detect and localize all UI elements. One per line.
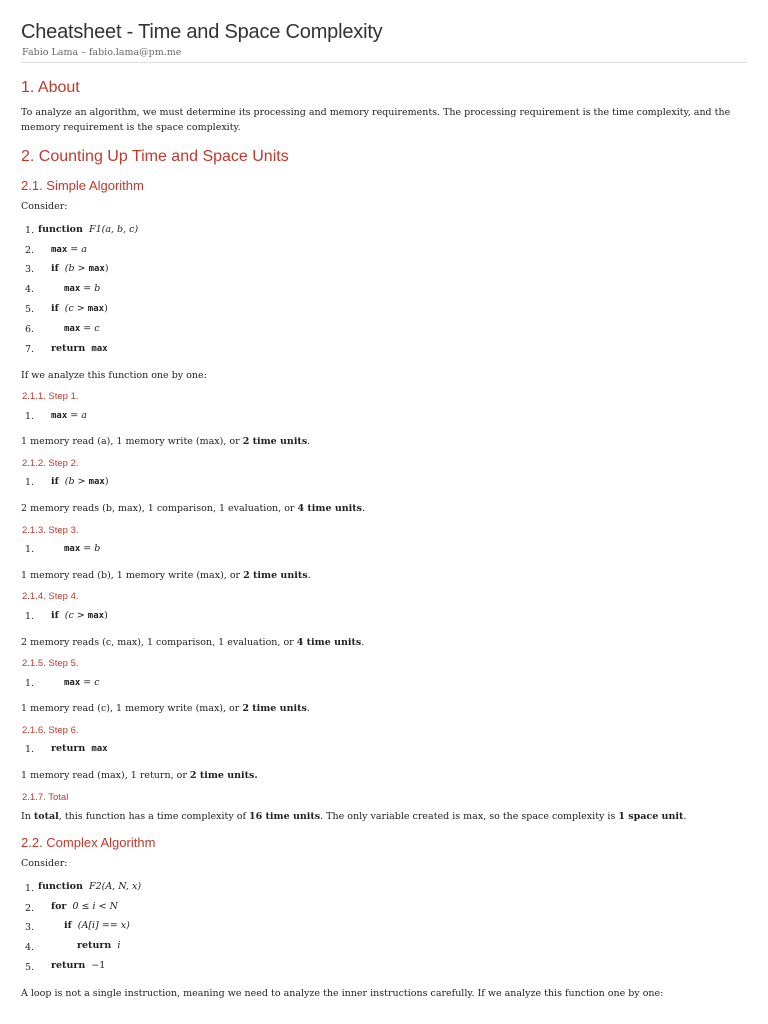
consider-text: Consider: (21, 858, 68, 869)
code-line-7 (51, 343, 108, 354)
section-heading-counting: 2. Counting Up Time and Space Units (21, 148, 289, 165)
step-description (21, 568, 311, 583)
line-number: 3. (25, 264, 35, 275)
consider-text: Consider: (21, 201, 68, 212)
step-code (51, 476, 109, 487)
condition: (c > (64, 303, 85, 314)
keyword: for (51, 901, 67, 912)
line-number: 1. (25, 544, 35, 555)
line-number: 7. (25, 344, 35, 355)
line-number: 1. (25, 744, 35, 755)
total-space-units: 1 space unit (618, 811, 684, 822)
keyword: function (38, 881, 83, 892)
code-line-2 (51, 901, 118, 912)
step-text: 2 memory reads (b, max), 1 comparison, 1 evaluation, or (21, 503, 298, 514)
keyword: if (51, 476, 59, 487)
code-line-4 (77, 940, 120, 951)
page-title: Cheatsheet - Time and Space Complexity (21, 21, 383, 43)
condition: (c > (64, 610, 85, 621)
paren: ) (104, 610, 108, 621)
step-code (51, 610, 108, 621)
line-number: 1. (25, 411, 35, 422)
return-value: −1 (91, 960, 106, 971)
step-heading: 2.1.1. Step 1. (22, 391, 79, 402)
step-description (21, 501, 365, 516)
variable: max (88, 477, 105, 487)
variable: max (64, 324, 81, 334)
keyword: if (51, 303, 59, 314)
code-line-1 (38, 881, 141, 892)
keyword: return (51, 343, 86, 354)
code-line-6 (64, 323, 100, 334)
step-text: 2 memory reads (c, max), 1 comparison, 1 evaluation, or (21, 637, 297, 648)
expression: = a (70, 410, 87, 421)
line-number: 2. (25, 245, 35, 256)
subsection-heading-simple: 2.1. Simple Algorithm (21, 178, 144, 193)
total-heading: 2.1.7. Total (22, 792, 69, 803)
step-description (21, 768, 258, 783)
expression: = a (70, 244, 87, 255)
expression: = b (83, 283, 101, 294)
keyword: if (51, 263, 59, 274)
variable: max (87, 304, 105, 314)
step-heading: 2.1.5. Step 5. (22, 658, 79, 669)
line-number: 5. (25, 962, 35, 973)
line-number: 1. (25, 883, 35, 894)
step-heading: 2.1.3. Step 3. (22, 525, 79, 536)
variable: max (91, 744, 108, 754)
total-description (21, 809, 686, 824)
complex-analysis-text: A loop is not a single instruction, meaning we need to analyze the inner instructions carefully. If we analyze this function one by one: (21, 988, 664, 999)
code-line-5 (51, 303, 108, 314)
step-code (51, 743, 108, 754)
variable: max (88, 264, 105, 274)
keyword: return (77, 940, 112, 951)
step-description (21, 701, 310, 716)
step-end: . (306, 703, 310, 714)
keyword: return (51, 743, 86, 754)
code-line-2 (51, 244, 87, 255)
keyword: if (64, 920, 72, 931)
line-number: 3. (25, 922, 35, 933)
step-description (21, 635, 364, 650)
loop-range: 0 ≤ i < N (72, 901, 118, 912)
line-number: 2. (25, 903, 35, 914)
total-text: In (21, 811, 34, 822)
step-text: 1 memory read (a), 1 memory write (max), or (21, 436, 243, 447)
step-units: 2 time units (242, 436, 308, 447)
paren: ) (104, 476, 109, 487)
total-time-units: 16 time units (249, 811, 321, 822)
line-number: 1. (25, 678, 35, 689)
step-end: . (307, 436, 311, 447)
condition: (b > (64, 263, 86, 274)
step-text: 1 memory read (b), 1 memory write (max), or (21, 570, 244, 581)
total-text: , this function has a time complexity of (58, 811, 250, 822)
condition: (A[i] == x) (77, 920, 130, 931)
paren: ) (104, 303, 108, 314)
code-line-5 (51, 960, 105, 971)
expression: = b (83, 543, 101, 554)
line-number: 4. (25, 284, 35, 295)
step-heading: 2.1.2. Step 2. (22, 458, 79, 469)
line-number: 6. (25, 324, 35, 335)
author-line: Fabio Lama – fabio.lama@pm.me (22, 47, 182, 58)
step-units: 2 time units (242, 703, 307, 714)
variable: max (64, 678, 81, 688)
keyword: return (51, 960, 86, 971)
total-word: total (33, 811, 59, 822)
step-heading: 2.1.6. Step 6. (22, 725, 79, 736)
code-line-4 (64, 283, 100, 294)
step-code (64, 543, 100, 554)
step-units: 2 time units (243, 570, 308, 581)
variable: max (64, 544, 81, 554)
code-line-3 (64, 920, 130, 931)
step-description (21, 434, 310, 449)
variable: max (91, 344, 108, 354)
variable: max (87, 611, 105, 621)
line-number: 1. (25, 477, 35, 488)
header-divider (21, 62, 747, 63)
section-heading-about: 1. About (21, 79, 80, 96)
step-code (51, 410, 87, 421)
step-end: . (361, 637, 365, 648)
code-line-1 (38, 224, 138, 235)
step-text: 1 memory read (max), 1 return, or (21, 770, 190, 781)
analyze-intro: If we analyze this function one by one: (21, 370, 207, 381)
expression: = c (83, 323, 100, 334)
line-number: 1. (25, 225, 35, 236)
subsection-heading-complex: 2.2. Complex Algorithm (21, 835, 156, 850)
expression: = c (83, 677, 100, 688)
total-text: . The only variable created is max, so the space complexity is (320, 811, 619, 822)
step-heading: 2.1.4. Step 4. (22, 591, 79, 602)
variable: max (64, 284, 81, 294)
return-value: i (117, 940, 121, 951)
line-number: 5. (25, 304, 35, 315)
step-end: . (361, 503, 366, 514)
total-end: . (683, 811, 687, 822)
condition: (b > (64, 476, 86, 487)
paren: ) (104, 263, 109, 274)
about-paragraph: To analyze an algorithm, we must determine its processing and memory requirements. The processing requirement is the time complexity, and the memory requirement is the space complexity. (21, 107, 731, 133)
function-signature: F1(a, b, c) (88, 224, 139, 235)
step-code (64, 677, 100, 688)
step-units: 4 time units (297, 503, 362, 514)
step-text: 1 memory read (c), 1 memory write (max), or (21, 703, 243, 714)
keyword: function (38, 224, 83, 235)
function-signature: F2(A, N, x) (88, 881, 142, 892)
line-number: 4. (25, 942, 35, 953)
code-line-3 (51, 263, 109, 274)
line-number: 1. (25, 611, 35, 622)
step-units: 4 time units (296, 637, 362, 648)
step-end: . (307, 570, 311, 581)
variable: max (51, 411, 68, 421)
variable: max (51, 245, 68, 255)
keyword: if (51, 610, 59, 621)
step-units: 2 time units. (189, 770, 258, 781)
